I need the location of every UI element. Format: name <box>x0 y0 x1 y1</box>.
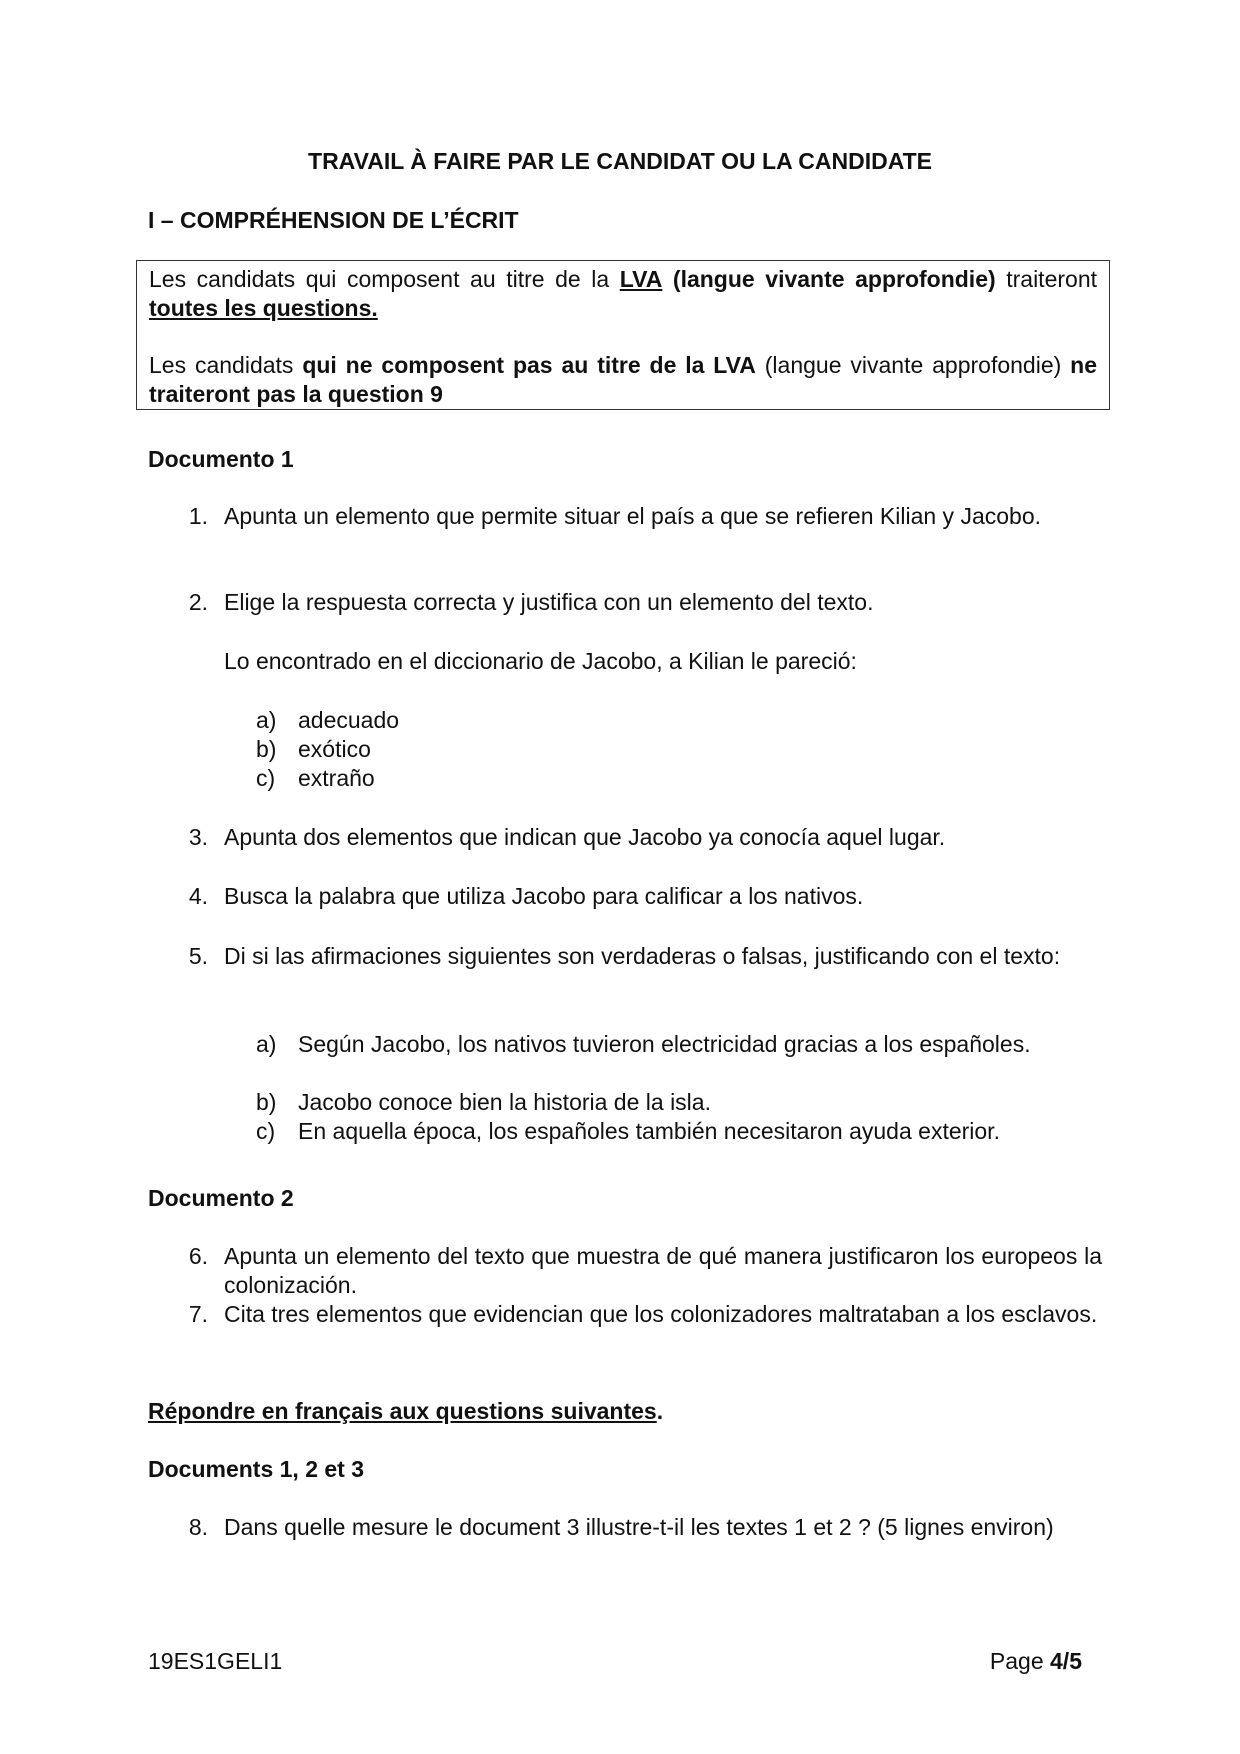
instructions-paragraph-2: Les candidats qui ne composent pas au titre de la LVA (langue vivante approfondie) ne traiteront pas la question 9 <box>149 352 1098 407</box>
french-instruction: Répondre en français aux questions suivantes. <box>148 1398 664 1424</box>
section-heading: I – COMPRÉHENSION DE L’ÉCRIT <box>148 207 519 233</box>
instructions-paragraph-1: Les candidats qui composent au titre de la LVA (langue vivante approfondie) traiteront toutes les questions. <box>149 266 1097 321</box>
doc2-heading: Documento 2 <box>148 1185 294 1211</box>
page-title: TRAVAIL À FAIRE PAR LE CANDIDAT OU LA CANDIDATE <box>308 148 932 174</box>
exam-page: TRAVAIL À FAIRE PAR LE CANDIDAT OU LA CANDIDATE I – COMPRÉHENSION DE L’ÉCRIT Les candidats qui composent au titre de la LVA (langue vivante approfondie) traiteront toutes les questions. Les candidats qui ne composent pas au titre de la LVA (langue vivante approfondie) ne traiteront pas la question 9 Documento 1 1. Apunta un elemento que permite situar el país a que se refieren Kilian y Jacobo. 2. Elige la respuesta correcta y justifica con un elemento del texto. Lo encontrado en el diccionario de Jacobo, a Kilian le pareció: a) adecuado b) exótico c) extraño 3. Apunta dos elementos que indican que Jacobo ya conocía aquel lugar. 4. Busca la palabra que utiliza Jacobo para calificar a los nativos. 5. Di si las afirmaciones siguientes son verdaderas o falsas, justificando con el texto: a) Según Jacobo, los nativos tuvieron electricidad gracias a los españoles. b) Jacobo conoce bien la historia de la isla. c) En aquella época, los españoles también necesitaron ayuda exterior. Documento 2 6. Apunta un elemento del texto que muestra de qué manera justificaron los europeos la colonización. 7. Cita tres elementos que evidencian que los colonizadores maltrataban a los esclavos. Répondre en français aux questions suivantes. Documents 1, 2 et 3 8. Dans quelle mesure le document 3 illustre-t-il les textes 1 et 2 ? (5 lignes environ) 19ES1GELI1 Page 4/5 <box>0 0 1240 1754</box>
instructions-box <box>136 260 1110 410</box>
footer-page-number: Page 4/5 <box>989 1648 1082 1674</box>
doc1-heading: Documento 1 <box>148 446 294 472</box>
doc123-heading: Documents 1, 2 et 3 <box>148 1456 365 1482</box>
question-2-lead: Lo encontrado en el diccionario de Jacobo, a Kilian le pareció: <box>224 648 857 674</box>
footer-code: 19ES1GELI1 <box>148 1648 283 1674</box>
